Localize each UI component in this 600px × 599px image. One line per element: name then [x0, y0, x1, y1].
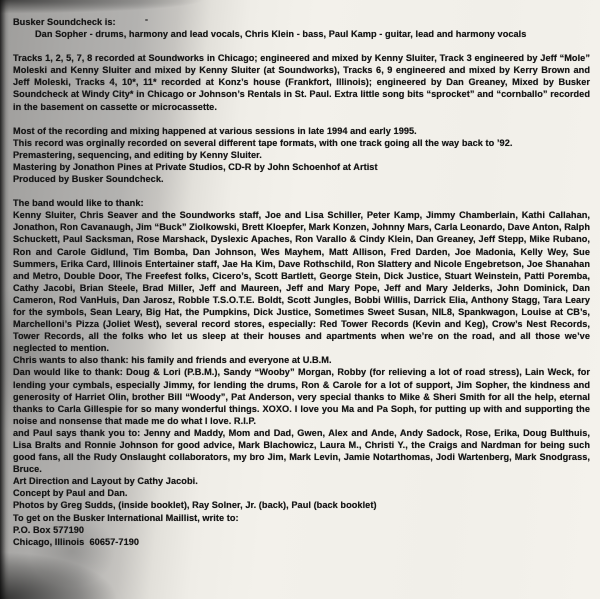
- liner-notes-text: [13, 16, 590, 548]
- paul-thanks: and Paul says thank you to: Jenny and Maddy, Mom and Dad, Gwen, Alex and Ande, Andy Sadock, Rose, Erika, Doug Bulthuis, Lisa Bralts and Ronnie Johnson for good advice, Mark Blachowicz, Laura M., Christi Y., the Craigs and Nardman for being such good fans, all the Rudy Onslaught collaborators, my bro Jim, Mark Levin, Jamie Notarthomas, Jodi Wartenberg, Mark Snodgrass, Bruce.: [13, 427, 590, 475]
- dan-thanks: Dan would like to thank: Doug & Lori (P.B.M.), Sandy “Wooby” Morgan, Robby (for relieving a lot of road stress), Lain Weck, for lending your cymbals, especially Jimmy, for lending the drums, Ron & Carole for a lot of support, Jim Sopher, the kindness and generosity of Harriet Olin, brother Bill “Woody”, Pat Anderson, very special thanks to Mike & Sheri Smith for all the help, eternal thanks to Carla Gillespie for so many wonderful things. XOXO. I love you Ma and Pa Soph, for putting up with and supporting the noise and nonsense that made me do what I love. R.I.P.: [13, 367, 590, 426]
- lineup-heading: Busker Soundcheck is:: [13, 17, 116, 27]
- produced-note: Produced by Busker Soundcheck.: [13, 174, 164, 185]
- mastering-note: Mastering by Jonathon Pines at Private Studios, CD-R by John Schoenhof at Artist: [13, 161, 378, 172]
- thanks-heading: The band would like to thank:: [13, 198, 144, 209]
- sessions-note: Most of the recording and mixing happened at various sessions in late 1994 and early 1995.: [13, 125, 417, 136]
- maillist-heading: To get on the Busker International Maillist, write to:: [13, 512, 239, 523]
- recording-details: Tracks 1, 2, 5, 7, 8 recorded at Soundworks in Chicago; engineered and mixed by Kenny Sluiter, Track 3 engineered by Jeff “Mole” Moleski and Kenny Sluiter and mixed by Kenny Sluiter (at Soundworks), Tracks 6, 9 engineered and mixed by Kerry Brown and Jeff Moleski, Tracks 4, 10*, 11* recorded at Konz’s house (Frankfort, Illinois); engineered by Dan Greaney, Mixed by Busker Soundcheck at Windy City* in Chicago or Johnson’s Rentals in St. Paul. Extra little song bits “sprocket” and “cornballo” recorded in the basement on cassette or microcassette.: [13, 53, 590, 112]
- band-thanks: Kenny Sluiter, Chris Seaver and the Soundworks staff, Joe and Lisa Schiller, Peter Kamp, Jimmy Chamberlain, Kathi Callahan, Jonathon, Ron Cavanaugh, Jim “Buck” Ziolkowski, Brett Kloepfer, Mark Konzen, Johnny Mars, Carla Leonardo, Dave Anton, Ralph Schuckett, Paul Sacksman, Rose Marshack, Dyslexic Apaches, Ron Varallo & Cindy Klein, Dan Greaney, Jeff Stepp, Mike Rubano, Ron and Carole Gidlund, Tim Bomba, Dan Johnson, Wes Mayhem, Matt Allison, Fred Darden, Joe Madonia, Kelly Wey, Sue Summers, Erika Card, Illinois Entertainer staff, Jae Ha Kim, Dave Rothschild, Ron Slattery and Nicole Engebretson, Joe Shanahan and Metro, Double Door, The Freefest folks, Cicero’s, Scott Bartlett, George Stein, Dick Justice, Stuart Weinstein, Patti Poremba, Cathy Jacobi, Brian Steele, Brad Miller, Jeff and Maureen, Jeff and Mary Pope, Jeff and Mary Jelderks, John Dominick, Dan Cameron, Rod VanHuis, Dan Jarosz, Robble T.S.O.T.E. Boldt, Scott Jungles, Bobbi Willis, Darrick Elia, Anthony Stagg, Tara Leary for the symbols, Sean Leary, Big Hat, the Pumpkins, Dick Justice, Sometimes Sweet Susan, NIL8, Spankwagon, Louise at CB’s, Marchelloni’s Pizza (Joliet West), several record stores, especially: Red Tower Records (Kevin and Keg), Crow’s Nest Records, Tower Records, all the folks who let us sleep at their houses and apartments when we’re on the road, and all those we’ve neglected to mention.: [13, 210, 590, 354]
- maillist-po-box: P.O. Box 577190: [13, 524, 85, 535]
- photos-credit: Photos by Greg Sudds, (inside booklet), Ray Solner, Jr. (back), Paul (back booklet): [13, 500, 377, 511]
- formats-note: This record was orginally recorded on several different tape formats, with one track going all the way back to ’92.: [13, 137, 513, 148]
- art-direction-credit: Art Direction and Layout by Cathy Jacobi.: [13, 476, 198, 487]
- premastering-note: Premastering, sequencing, and editing by Kenny Sluiter.: [13, 149, 262, 160]
- maillist-city: Chicago, Illinois 60657-7190: [13, 536, 140, 547]
- concept-credit: Concept by Paul and Dan.: [13, 488, 128, 499]
- lineup-members: Dan Sopher - drums, harmony and lead vocals, Chris Klein - bass, Paul Kamp - guitar, lead and harmony vocals: [35, 29, 527, 40]
- chris-thanks: Chris wants to also thank: his family and friends and everyone at U.B.M.: [13, 355, 332, 366]
